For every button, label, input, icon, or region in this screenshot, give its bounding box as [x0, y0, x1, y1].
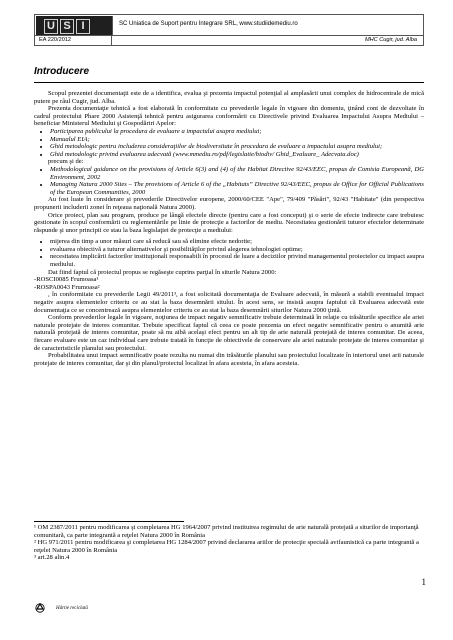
paragraph: Prezenta documentaţie tehnică a fost elaborată în conformitate cu prevederile legale în vigoare din domeniu, ţinând cont de dezvoltate în cadrul proiectului Phare 2000 Asistenţă tehnică pentru asigurarea conformării cu Directivele privind Evaluarea Impactului Asupra Mediului – beneficiar Ministerul Mediului şi Gospodăriri Apelor:	[34, 105, 424, 128]
organization-name: SC Uniatica de Suport pentru Integrare SRL, www.studiidemediu.ro	[119, 21, 298, 27]
paragraph: Orice proiect, plan sau program, produce pe lângă efectele directe (pentru care a fost conceput) şi o serie de efecte indirecte care trebuiesc gestionate în scopul conformării cu reglementările pe linie de protecţie a factorilor de mediu. Necesitatea gestionării tuturor efectelor determinate răspunde şi unor principii ce stau la baza legislaţiei de protecţie a mediului:	[34, 211, 424, 234]
list-item: • Ghid metodologic privind evaluarea adecvată (www.mmediu.ro/pdf/legislatie/biodiv/ Ghid_Evaluare_ Adecvata.doc)	[50, 151, 424, 159]
title-divider	[34, 82, 424, 83]
footnote: ² HG 971/2011 pentru modificarea şi completarea HG 1284/2007 privind declararea ariilor de protecţie specială avifaunistică ca parte integrantă a reţelei Natura 2000 în România	[34, 539, 419, 554]
footnote-divider	[34, 521, 184, 522]
document-code: EA 220/2012	[39, 37, 72, 43]
project-location: MHC Cugir, jud. Alba	[364, 37, 417, 43]
logo-letter: I	[76, 19, 90, 34]
list-item: • necesitatea implicării factorilor instituţionali responsabili în procesul de luare a deciziilor privind managementul proiectelor cu impact asupra mediului.	[50, 253, 424, 268]
eu-guidance-list	[34, 166, 424, 196]
natura-site: -ROSCI0085 Frumoasa¹	[34, 276, 99, 284]
company-logo	[36, 16, 113, 35]
paragraph: Au fost luate în considerare şi prevederile Directivelor europene, 2000/60/CEE "Ape", 79/409 "Păsări", 92/43 "Habitate" (din perspectiva propunerii includerii zonei în reţeaua naţională Natura 2000).	[34, 196, 424, 211]
logo-letter: U	[44, 19, 58, 34]
paragraph: , în conformitate cu prevederile Legii 49/2011³, a fost solicitată documentaţia de Evaluare adecvată, în măsură a stabili eventualul impact negativ asupra elementelor criteriu ce au stat la baza desemnării sitului. În acest sens, se insistă asupra faptului că Evaluarea adecvată este documentaţia ce se concentrează asupra elementelor criteriu ce au stat la baza desemnării siturilor Natura 2000 ţintă.	[34, 291, 424, 314]
footnote: ³ art.28 alin.4	[34, 554, 70, 561]
paragraph: Conform prevederilor legale în vigoare, noţiunea de impact negativ semnificativ trebuie determinată în relaţie cu trăsăturile specifice ale ariei naturale protejate de interes comunitar. Trebuie specificat faptul că ceea ce poate prezenta un efect negativ semnificativ pentru o anumită arie naturală protejată de interes comunitar, poate să nu aibă acelaşi efect pentru un alt tip de arie naturală protejată de interes comunitar. De aceea, fiecare evaluare este un caz individual care trebuie tratată în funcţie de obiectivele de conservare ale ariei naturale protejate de interes comunitar şi de caracteristicile planului sau proiectului.	[34, 314, 424, 352]
principles-list	[34, 238, 424, 268]
list-item: • Managing Natura 2000 Sites – The provisions of Article 6 of the „Habitats” Directive 92/43/EEC, propus de Office for Official Publications of the European Communities, 2000	[50, 181, 424, 196]
list-item: • Methodological guidance on the provisions of Article 6(3) and (4) of the Habitat Directive 92/43/EEC, propus de Comisia Europeană, DG Environment, 2002	[50, 166, 424, 181]
natura-site: -ROSPA0043 Frumoasa²	[34, 283, 100, 291]
list-item: • mijerea din timp a unor măsuri care să reducă sau să elimine efecte nedorite;	[50, 238, 424, 246]
list-item: • evaluarea obiectivă a tuturor alternativelor şi posibilităţilor privind alegerea tehnologiei optime;	[50, 246, 424, 254]
page-number: 1	[421, 577, 426, 587]
paragraph: Dat fiind faptul că proiectul propus se regăseşte cuprins parţial în siturile Natura 2000:	[48, 268, 277, 276]
guidance-list	[34, 128, 424, 158]
section-title: Introducere	[34, 66, 90, 77]
paragraph: precum şi de:	[48, 158, 84, 166]
main-content	[34, 90, 424, 367]
list-item: • Manualul EIA;	[50, 136, 424, 144]
paragraph: Probabilitatea unui impact semnificativ poate rezulta nu numai din trăsăturile planului sau proiectului localizate în interiorul unei arii naturale protejate de interes comunitar, dar şi din planul/proiectul localizat în afara acesteia, în afara acesteia.	[34, 352, 424, 367]
footer-note: Hârtie reciclată	[56, 606, 88, 611]
footnotes	[34, 524, 424, 562]
list-item: • Ghid metodologic pentru includerea consideraţiilor de biodiversitate în procedura de evaluare a impactului asupra mediului;	[50, 143, 424, 151]
list-item: • Participarea publicului la procedura de evaluare a impactului asupra mediului;	[50, 128, 424, 136]
page-header	[34, 14, 424, 48]
logo-letter: S	[60, 19, 74, 34]
footnote: ¹ OM 2387/2011 pentru modificarea şi completarea HG 1964/2007 privind instituirea regimului de arie naturală protejată a siturilor de importanţă comunitară, ca parte integrantă a reţelei Natura 2000 în România	[34, 524, 419, 539]
paragraph: Scopul prezentei documentaţii este de a identifica, evalua şi prezenta impactul potenţial al amplasării unui complex de hidrocentrale de mică putere pe râul Cugir, jud. Alba.	[34, 90, 424, 105]
recycle-icon	[34, 603, 46, 613]
